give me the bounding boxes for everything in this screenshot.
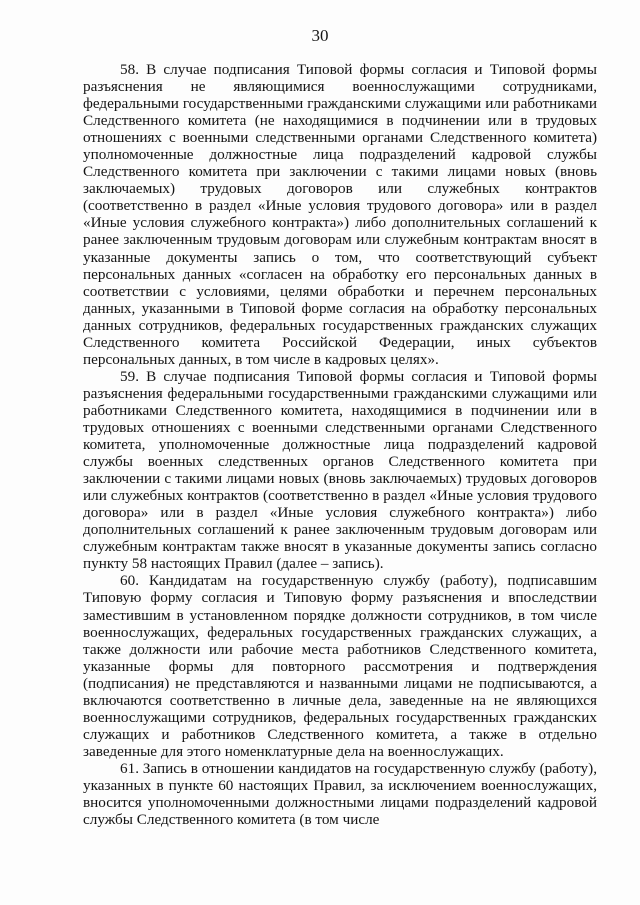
paragraph-59: 59. В случае подписания Типовой формы согласия и Типовой формы разъяснения федеральными государственными гражданскими служащими или работниками Следственного комитета, находящимися в подчинении или в трудовых отношениях с военными следственными органами Следственного комитета, уполномоченные должностные лица подразделений кадровой службы военных следственных органов Следственного комитета при заключении с такими лицами новых (вновь заключаемых) трудовых договоров или служебных контрактов (соответственно в раздел «Иные условия трудового договора» или в раздел «Иные условия служебного контракта») либо дополнительных соглашений к ранее заключенным трудовым договорам или служебным контрактам также вносят в указанные документы запись согласно пункту 58 настоящих Правил (далее – запись). <box>83 367 597 573</box>
document-body <box>83 61 597 828</box>
paragraph-61: 61. Запись в отношении кандидатов на государственную службу (работу), указанных в пункте 60 настоящих Правил, за исключением военнослужащих, вносится уполномоченными должностными лицами подразделений кадровой службы Следственного комитета (в том числе <box>83 759 597 829</box>
page-number: 30 <box>311 26 329 45</box>
paragraph-60: 60. Кандидатам на государственную службу (работу), подписавшим Типовую форму согласия и Типовую форму разъяснения и впоследствии заместившим в установленном порядке должности сотрудников, в том числе военнослужащих, федеральных государственных гражданских служащих, а также должности или рабочие места работников Следственного комитета, указанные формы для повторного рассмотрения и подтверждения (подписания) не представляются и названными лицами не подписываются, а включаются соответственно в личные дела, заведенные на не являющихся военнослужащими сотрудников, федеральных государственных гражданских служащих и работников Следственного комитета, а также в отдельно заведенные для этого номенклатурные дела на военнослужащих. <box>83 572 597 760</box>
paragraph-58: 58. В случае подписания Типовой формы согласия и Типовой формы разъяснения не являющимися военнослужащими сотрудниками, федеральными государственными гражданскими служащими или работниками Следственного комитета (не находящимися в подчинении или в трудовых отношениях с военными следственными органами Следственного комитета) уполномоченные должностные лица подразделений кадровой службы Следственного комитета при заключении с такими лицами новых (вновь заключаемых) трудовых договоров или служебных контрактов (соответственно в раздел «Иные условия трудового договора» или в раздел «Иные условия служебного контракта») либо дополнительных соглашений к ранее заключенным трудовым договорам или служебным контрактам вносят в указанные документы запись о том, что соответствующий субъект персональных данных «согласен на обработку его персональных данных в соответствии с условиями, целями обработки и перечнем персональных данных, указанными в Типовой форме согласия на обработку персональных данных сотрудников, федеральных государственных гражданских служащих Следственного комитета Российской Федерации, иных субъектов персональных данных, в том числе в кадровых целях». <box>83 61 597 368</box>
